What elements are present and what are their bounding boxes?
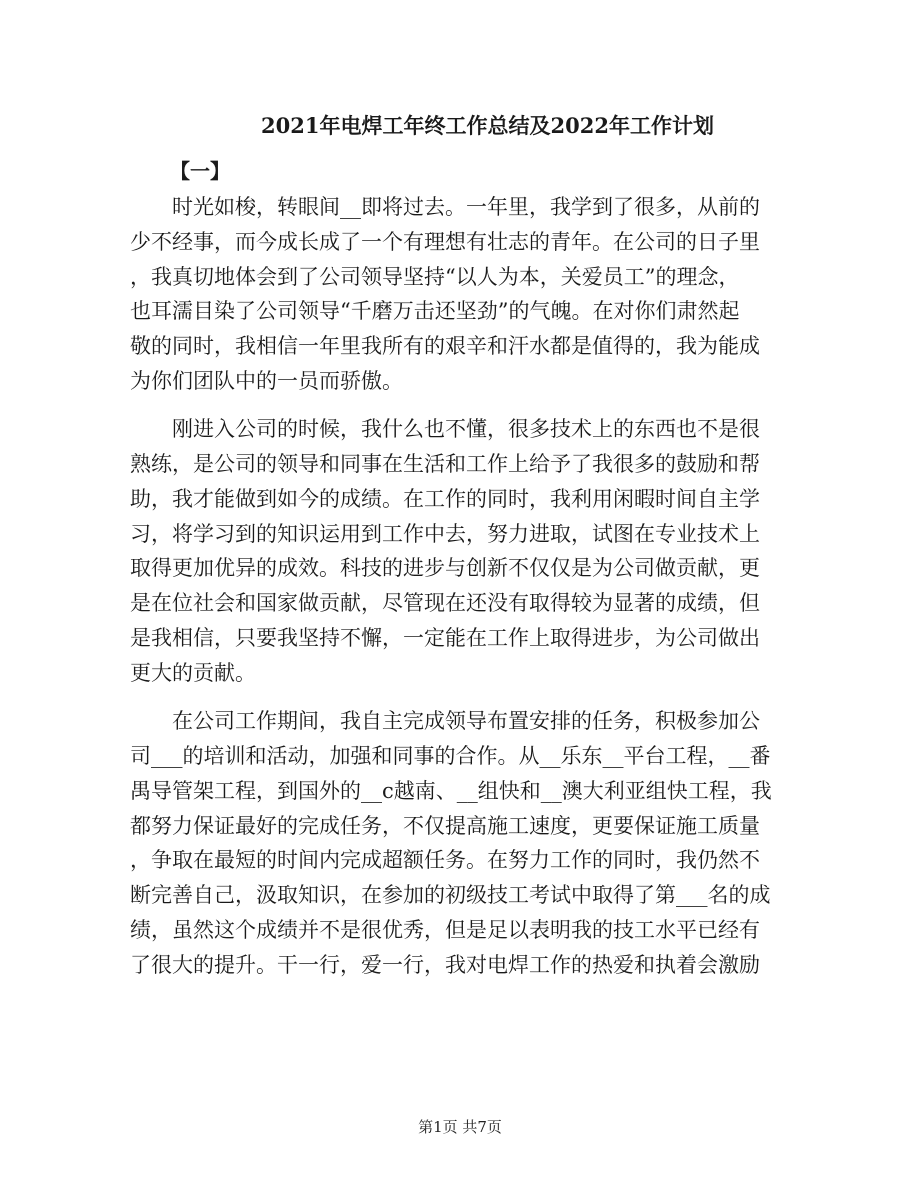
text-line: 禺导管架工程，到国外的__c越南、__组快和__澳大利亚组快工程，我 bbox=[130, 778, 772, 803]
text-line: 了很大的提升。干一行，爱一行，我对电焊工作的热爱和执着会激励 bbox=[130, 952, 760, 977]
document-body bbox=[130, 190, 780, 996]
document-title: 2021年电焊工年终工作总结及2022年工作计划 bbox=[261, 113, 714, 138]
paragraph-3 bbox=[130, 704, 780, 982]
text-line: 取得更加优异的成效。科技的进步与创新不仅仅是为公司做贡献，更 bbox=[130, 556, 760, 581]
text-line: 习，将学习到的知识运用到工作中去，努力进取，试图在专业技术上 bbox=[130, 521, 760, 546]
text-line: 敬的同时，我相信一年里我所有的艰辛和汗水都是值得的，我为能成 bbox=[130, 334, 760, 359]
section-label: 【一】 bbox=[170, 159, 230, 183]
text-line: 断完善自己，汲取知识，在参加的初级技工考试中取得了第___名的成 bbox=[130, 883, 771, 908]
text-line: 熟练，是公司的领导和同事在生活和工作上给予了我很多的鼓励和帮 bbox=[130, 452, 760, 477]
text-line: 为你们团队中的一员而骄傲。 bbox=[130, 368, 403, 393]
paragraph-2 bbox=[130, 412, 780, 690]
text-line: 助，我才能做到如今的成绩。在工作的同时，我利用闲暇时间自主学 bbox=[130, 486, 760, 511]
text-line: 在公司工作期间，我自主完成领导布置安排的任务，积极参加公 bbox=[172, 709, 760, 734]
text-line: 都努力保证最好的完成任务，不仅提高施工速度，更要保证施工质量 bbox=[130, 813, 760, 838]
text-line: 是我相信，只要我坚持不懈，一定能在工作上取得进步，为公司做出 bbox=[130, 626, 760, 651]
text-line: 刚进入公司的时候，我什么也不懂，很多技术上的东西也不是很 bbox=[172, 417, 760, 442]
text-line: 更大的贡献。 bbox=[130, 660, 256, 685]
text-line: 也耳濡目染了公司领导“千磨万击还坚劲”的气魄。在对你们肃然起 bbox=[130, 299, 740, 324]
text-line: ，争取在最短的时间内完成超额任务。在努力工作的同时，我仍然不 bbox=[130, 848, 760, 873]
text-line: 时光如梭，转眼间__即将过去。一年里，我学到了很多，从前的 bbox=[172, 195, 760, 219]
text-line: 少不经事，而今成长成了一个有理想有壮志的青年。在公司的日子里 bbox=[130, 229, 760, 254]
page-number-footer: 第1页 共7页 bbox=[418, 1118, 502, 1136]
text-line: 绩，虽然这个成绩并不是很优秀，但是足以表明我的技工水平已经有 bbox=[130, 917, 760, 942]
text-line: ，我真切地体会到了公司领导坚持“以人为本，关爱员工”的理念， bbox=[130, 264, 740, 289]
paragraph-1 bbox=[130, 190, 780, 399]
text-line: 司___的培训和活动，加强和同事的合作。从__乐东__平台工程，__番 bbox=[130, 743, 771, 768]
text-line: 是在位社会和国家做贡献，尽管现在还没有取得较为显著的成绩，但 bbox=[130, 591, 760, 616]
